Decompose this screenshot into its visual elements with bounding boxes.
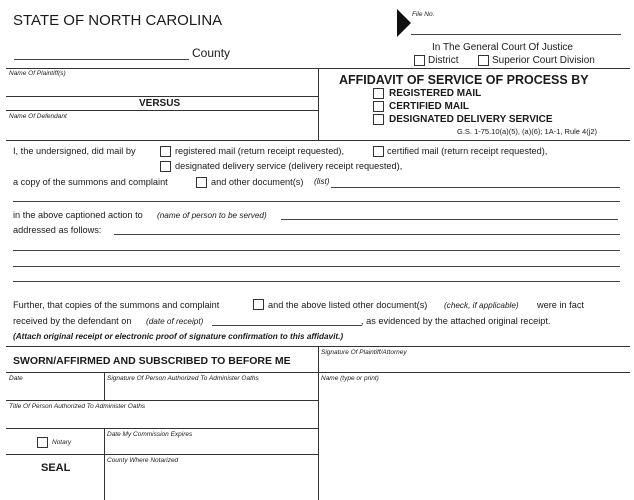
commission-label: Date My Commission Expires bbox=[107, 431, 193, 438]
district-label: District bbox=[428, 55, 459, 66]
other-docs-checkbox[interactable] bbox=[196, 177, 207, 188]
sig-plaintiff-label: Signature Of Plaintiff/Attorney bbox=[321, 349, 407, 356]
sworn-heading: SWORN/AFFIRMED AND SUBSCRIBED TO BEFORE ME bbox=[13, 355, 291, 367]
body-certified-checkbox[interactable] bbox=[373, 146, 384, 157]
certified-mail-label: CERTIFIED MAIL bbox=[389, 101, 469, 112]
dds-label: DESIGNATED DELIVERY SERVICE bbox=[389, 114, 553, 125]
copy-text: a copy of the summons and complaint bbox=[13, 177, 168, 187]
received-text: received by the defendant on bbox=[13, 316, 132, 326]
body-registered-label: registered mail (return receipt requested), bbox=[175, 146, 345, 156]
county-field[interactable] bbox=[14, 59, 189, 60]
certified-mail-checkbox[interactable] bbox=[373, 101, 384, 112]
versus-label: VERSUS bbox=[139, 98, 181, 109]
further-text: Further, that copies of the summons and complaint bbox=[13, 300, 220, 310]
plaintiff-label: Name Of Plaintiff(s) bbox=[9, 70, 66, 77]
county-label: County bbox=[192, 46, 231, 60]
date-receipt-field[interactable] bbox=[212, 325, 362, 326]
registered-mail-checkbox[interactable] bbox=[373, 88, 384, 99]
list-field-2[interactable] bbox=[13, 201, 620, 202]
body-dds-checkbox[interactable] bbox=[160, 161, 171, 172]
notary-checkbox[interactable] bbox=[37, 437, 48, 448]
county-notarized-label: County Where Notarized bbox=[107, 457, 179, 464]
affidavit-title: AFFIDAVIT OF SERVICE OF PROCESS BY bbox=[339, 73, 589, 87]
body-registered-checkbox[interactable] bbox=[160, 146, 171, 157]
seal-label: SEAL bbox=[41, 462, 71, 474]
date-receipt-label: (date of receipt) bbox=[146, 317, 204, 326]
address-field-4[interactable] bbox=[13, 281, 620, 282]
state-heading: STATE OF NORTH CAROLINA bbox=[13, 12, 223, 29]
sig-auth-label: Signature Of Person Authorized To Administer Oaths bbox=[107, 375, 259, 382]
plaintiff-field[interactable] bbox=[6, 96, 318, 97]
other-docs-label: and other document(s) bbox=[211, 177, 304, 187]
captioned-text: in the above captioned action to bbox=[13, 210, 143, 220]
name-label: Name (type or print) bbox=[321, 375, 379, 382]
body-certified-label: certified mail (return receipt requested), bbox=[387, 146, 548, 156]
title-auth-label: Title Of Person Authorized To Administer Oaths bbox=[9, 403, 146, 410]
district-checkbox[interactable] bbox=[414, 55, 425, 66]
superior-checkbox[interactable] bbox=[478, 55, 489, 66]
person-field[interactable] bbox=[281, 219, 618, 220]
court-label: In The General Court Of Justice bbox=[432, 42, 573, 53]
file-no-field[interactable] bbox=[411, 34, 621, 35]
statute-text: G.S. 1-75.10(a)(5), (a)(6); 1A-1, Rule 4(j2) bbox=[457, 127, 598, 136]
in-fact-text: were in fact bbox=[537, 300, 584, 310]
defendant-label: Name Of Defendant bbox=[9, 113, 67, 120]
check-label: (check, if applicable) bbox=[444, 301, 519, 310]
notary-label: Notary bbox=[52, 439, 72, 446]
attach-note: (Attach original receipt or electronic proof of signature confirmation to this affidavit.) bbox=[13, 332, 344, 341]
list-label: (list) bbox=[314, 177, 330, 186]
registered-mail-label: REGISTERED MAIL bbox=[389, 88, 482, 99]
body-dds-label: designated delivery service (delivery receipt requested), bbox=[175, 161, 403, 171]
addressed-text: addressed as follows: bbox=[13, 225, 102, 235]
address-field-1[interactable] bbox=[114, 234, 620, 235]
superior-label: Superior Court Division bbox=[492, 55, 595, 66]
address-field-2[interactable] bbox=[13, 250, 620, 251]
further-checkbox[interactable] bbox=[253, 299, 264, 310]
body-line1: I, the undersigned, did mail by bbox=[13, 146, 136, 156]
file-no-label: File No. bbox=[412, 11, 435, 18]
dds-checkbox[interactable] bbox=[373, 114, 384, 125]
file-no-marker-icon bbox=[397, 9, 411, 37]
list-field[interactable] bbox=[331, 187, 620, 188]
address-field-3[interactable] bbox=[13, 266, 620, 267]
evidenced-text: , as evidenced by the attached original receipt. bbox=[361, 316, 551, 326]
person-label: (name of person to be served) bbox=[157, 211, 267, 220]
date-label: Date bbox=[9, 375, 23, 382]
further-mid-text: and the above listed other document(s) bbox=[268, 300, 428, 310]
